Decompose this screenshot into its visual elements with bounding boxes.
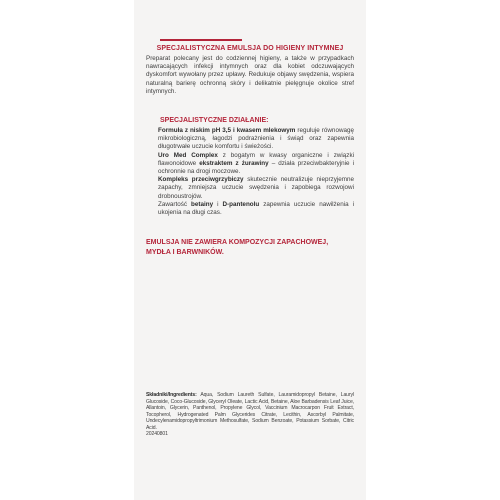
action-item-bold: D-pantenolu: [222, 200, 260, 208]
action-item-text: zapewnia uczucie nawilżenia i ukojenia na długi czas.: [158, 200, 354, 217]
accent-line: [160, 39, 242, 41]
action-item-text: z bogatym w kwasy organiczne i związki flawonoidowe: [158, 151, 354, 167]
action-item: [158, 127, 354, 152]
action-item-text: Zawartość: [158, 200, 192, 208]
action-item-text: skutecznie neutralizuje nieprzyjemne zapachy, zmniejsza uczucie swędzenia i zapobiega rozwojowi drobnoustrojów.: [158, 176, 354, 200]
notice-text: EMULSJA NIE ZAWIERA KOMPOZYCJI ZAPACHOWEJ, MYDŁA I BARWNIKÓW.: [146, 239, 329, 256]
action-item-bold: Formuła z niskim pH 3,5 i kwasem mlekowym: [158, 127, 296, 134]
action-item-bold: Kompleks przeciwgrzybiczy: [158, 176, 244, 184]
ingredients-list: Aqua, Sodium Laureth Sulfate, Lauramidopropyl Betaine, Lauryl Glucoside, Coco-Glucoside, Glyceryl Oleate, Lactic Acid, Betaine, Aloe Barbadensis Leaf Juice, Allantoin, Glycerin, Panthenol, Propylene Glycol, Vaccinium Macrocarpon Fruit Extract, Tocopherol, Hydrogenated Palm Glycerides Citrate, Lecithin, Ascorbyl Palmitate, Undecylenamidopropyltrimonium Methosulfate, Sodium Benzoate, Potassium Sorbate, Citric Acid.: [146, 392, 354, 431]
action-item-text: – działa przeciwbakteryjnie i ochronnie na drogi moczowe.: [158, 159, 354, 176]
ingredients-label: Składniki/Ingredients:: [146, 392, 197, 398]
action-item: [158, 152, 354, 177]
action-item-text: i: [213, 200, 223, 208]
batch-code: 20240801: [146, 431, 168, 437]
main-heading: SPECJALISTYCZNA EMULSJA DO HIGIENY INTYMNEJ: [156, 45, 344, 52]
action-item-bold: betainy: [191, 200, 214, 208]
action-list: [158, 127, 354, 217]
action-item: [158, 201, 354, 217]
action-item-bold: Uro Med Complex: [158, 151, 218, 159]
action-heading: SPECJALISTYCZNE DZIAŁANIE:: [160, 117, 269, 124]
action-item-text: reguluje równowagę mikrobiologiczną, łagodzi podrażnienia i świąd oraz zapewnia długotrwałe uczucie komfortu i świeżości.: [158, 127, 354, 151]
ingredients-block: [146, 392, 354, 438]
intro-paragraph: Preparat polecany jest do codziennej higieny, a także w przypadkach nawracających infekcji intymnych oraz dla kobiet odczuwających dyskomfort wywołany przez upławy. Redukuje objawy swędzenia, wspiera naturalną barierę ochronną skóry i delikatnie pielęgnuje okolice stref intymnych.: [146, 55, 354, 95]
action-item-bold: ekstraktem z żurawiny: [199, 159, 269, 167]
action-item: [158, 176, 354, 201]
